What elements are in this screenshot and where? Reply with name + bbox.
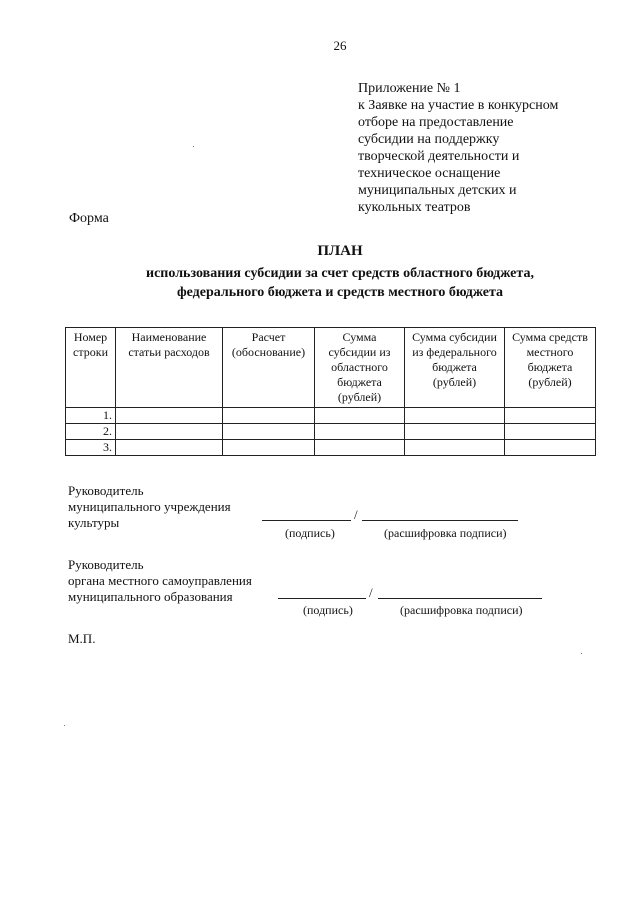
appendix-line: техническое оснащение — [358, 166, 501, 181]
decoding-line — [378, 598, 542, 599]
table-row — [66, 440, 596, 456]
decoding-caption: (расшифровка подписи) — [384, 526, 507, 540]
page-number: 26 — [333, 38, 347, 53]
signature-title-line: Руководитель — [68, 557, 144, 572]
decoding-caption: (расшифровка подписи) — [400, 603, 523, 617]
document-subtitle — [0, 264, 640, 302]
row-number-cell: 3. — [66, 440, 116, 456]
appendix-line: муниципальных детских и — [358, 183, 517, 198]
column-header-line: (рублей) — [528, 375, 572, 389]
table-cell — [116, 424, 223, 440]
form-label: Форма — [69, 211, 109, 226]
column-header-line: местного — [526, 345, 574, 359]
column-header-line: Расчет — [251, 330, 286, 344]
subtitle-line: федерального бюджета и средств местного бюджета — [176, 285, 504, 300]
column-header-line: Сумма средств — [512, 330, 588, 344]
column-header-line: бюджета — [337, 375, 382, 389]
column-header-line: статьи расходов — [128, 345, 210, 359]
table-cell — [405, 408, 505, 424]
signature-line — [278, 598, 366, 599]
table-cell — [315, 440, 405, 456]
column-header-line: областного — [331, 360, 388, 374]
table-cell — [505, 440, 596, 456]
column-header-line: Сумма — [342, 330, 377, 344]
table-cell — [315, 408, 405, 424]
plan-table — [65, 327, 596, 456]
appendix-line: отборе на предоставление — [358, 115, 514, 130]
appendix-line: творческой деятельности и — [358, 149, 520, 164]
table-row — [66, 424, 596, 440]
column-header — [66, 328, 116, 408]
table-cell — [116, 440, 223, 456]
signature-title-line: муниципального образования — [68, 589, 233, 604]
table-cell — [116, 408, 223, 424]
column-header-line: Сумма субсидии — [412, 330, 497, 344]
column-header — [505, 328, 596, 408]
signature-slash: / — [369, 585, 373, 600]
table-cell — [405, 424, 505, 440]
signature-block-municipality — [68, 557, 252, 605]
column-header-line: субсидии из — [328, 345, 391, 359]
table-row — [66, 408, 596, 424]
table-cell — [315, 424, 405, 440]
appendix-reference — [358, 80, 558, 216]
appendix-line: субсидии на поддержку — [358, 132, 500, 147]
table-cell — [505, 424, 596, 440]
column-header-line: (обоснование) — [231, 345, 306, 359]
appendix-line: к Заявке на участие в конкурсном — [358, 98, 559, 113]
signature-slash: / — [354, 507, 358, 522]
table-cell — [505, 408, 596, 424]
signature-caption: (подпись) — [285, 526, 335, 540]
row-number-cell: 2. — [66, 424, 116, 440]
document-title: ПЛАН — [317, 243, 363, 259]
signature-title-line: Руководитель — [68, 483, 144, 498]
appendix-line: Приложение № 1 — [358, 81, 461, 96]
row-number-cell: 1. — [66, 408, 116, 424]
table-body — [66, 408, 596, 456]
appendix-line: кукольных театров — [358, 200, 471, 215]
signature-line — [262, 520, 351, 521]
column-header-line: строки — [73, 345, 108, 359]
column-header — [405, 328, 505, 408]
signature-title-line: культуры — [68, 515, 120, 530]
table-cell — [405, 440, 505, 456]
column-header — [223, 328, 315, 408]
column-header — [116, 328, 223, 408]
signature-title-line: муниципального учреждения — [68, 499, 231, 514]
table-cell — [223, 408, 315, 424]
column-header-line: из федерального — [412, 345, 497, 359]
table-header-row — [66, 328, 596, 408]
column-header-line: бюджета — [432, 360, 477, 374]
decoding-line — [362, 520, 518, 521]
stamp-placeholder: М.П. — [68, 631, 96, 646]
scan-speck — [64, 725, 65, 726]
signature-caption: (подпись) — [303, 603, 353, 617]
signature-title-line: органа местного самоуправления — [68, 573, 252, 588]
scan-speck — [193, 146, 194, 147]
column-header-line: Наименование — [131, 330, 207, 344]
column-header-line: (рублей) — [432, 375, 477, 389]
table-cell — [223, 440, 315, 456]
signature-block-institution — [68, 483, 231, 531]
column-header-line: (рублей) — [337, 390, 382, 404]
column-header-line: бюджета — [527, 360, 573, 374]
scan-speck — [581, 653, 582, 654]
table-cell — [223, 424, 315, 440]
column-header-line: Номер — [73, 330, 108, 344]
column-header — [315, 328, 405, 408]
subtitle-line: использования субсидии за счет средств областного бюджета, — [146, 266, 534, 281]
